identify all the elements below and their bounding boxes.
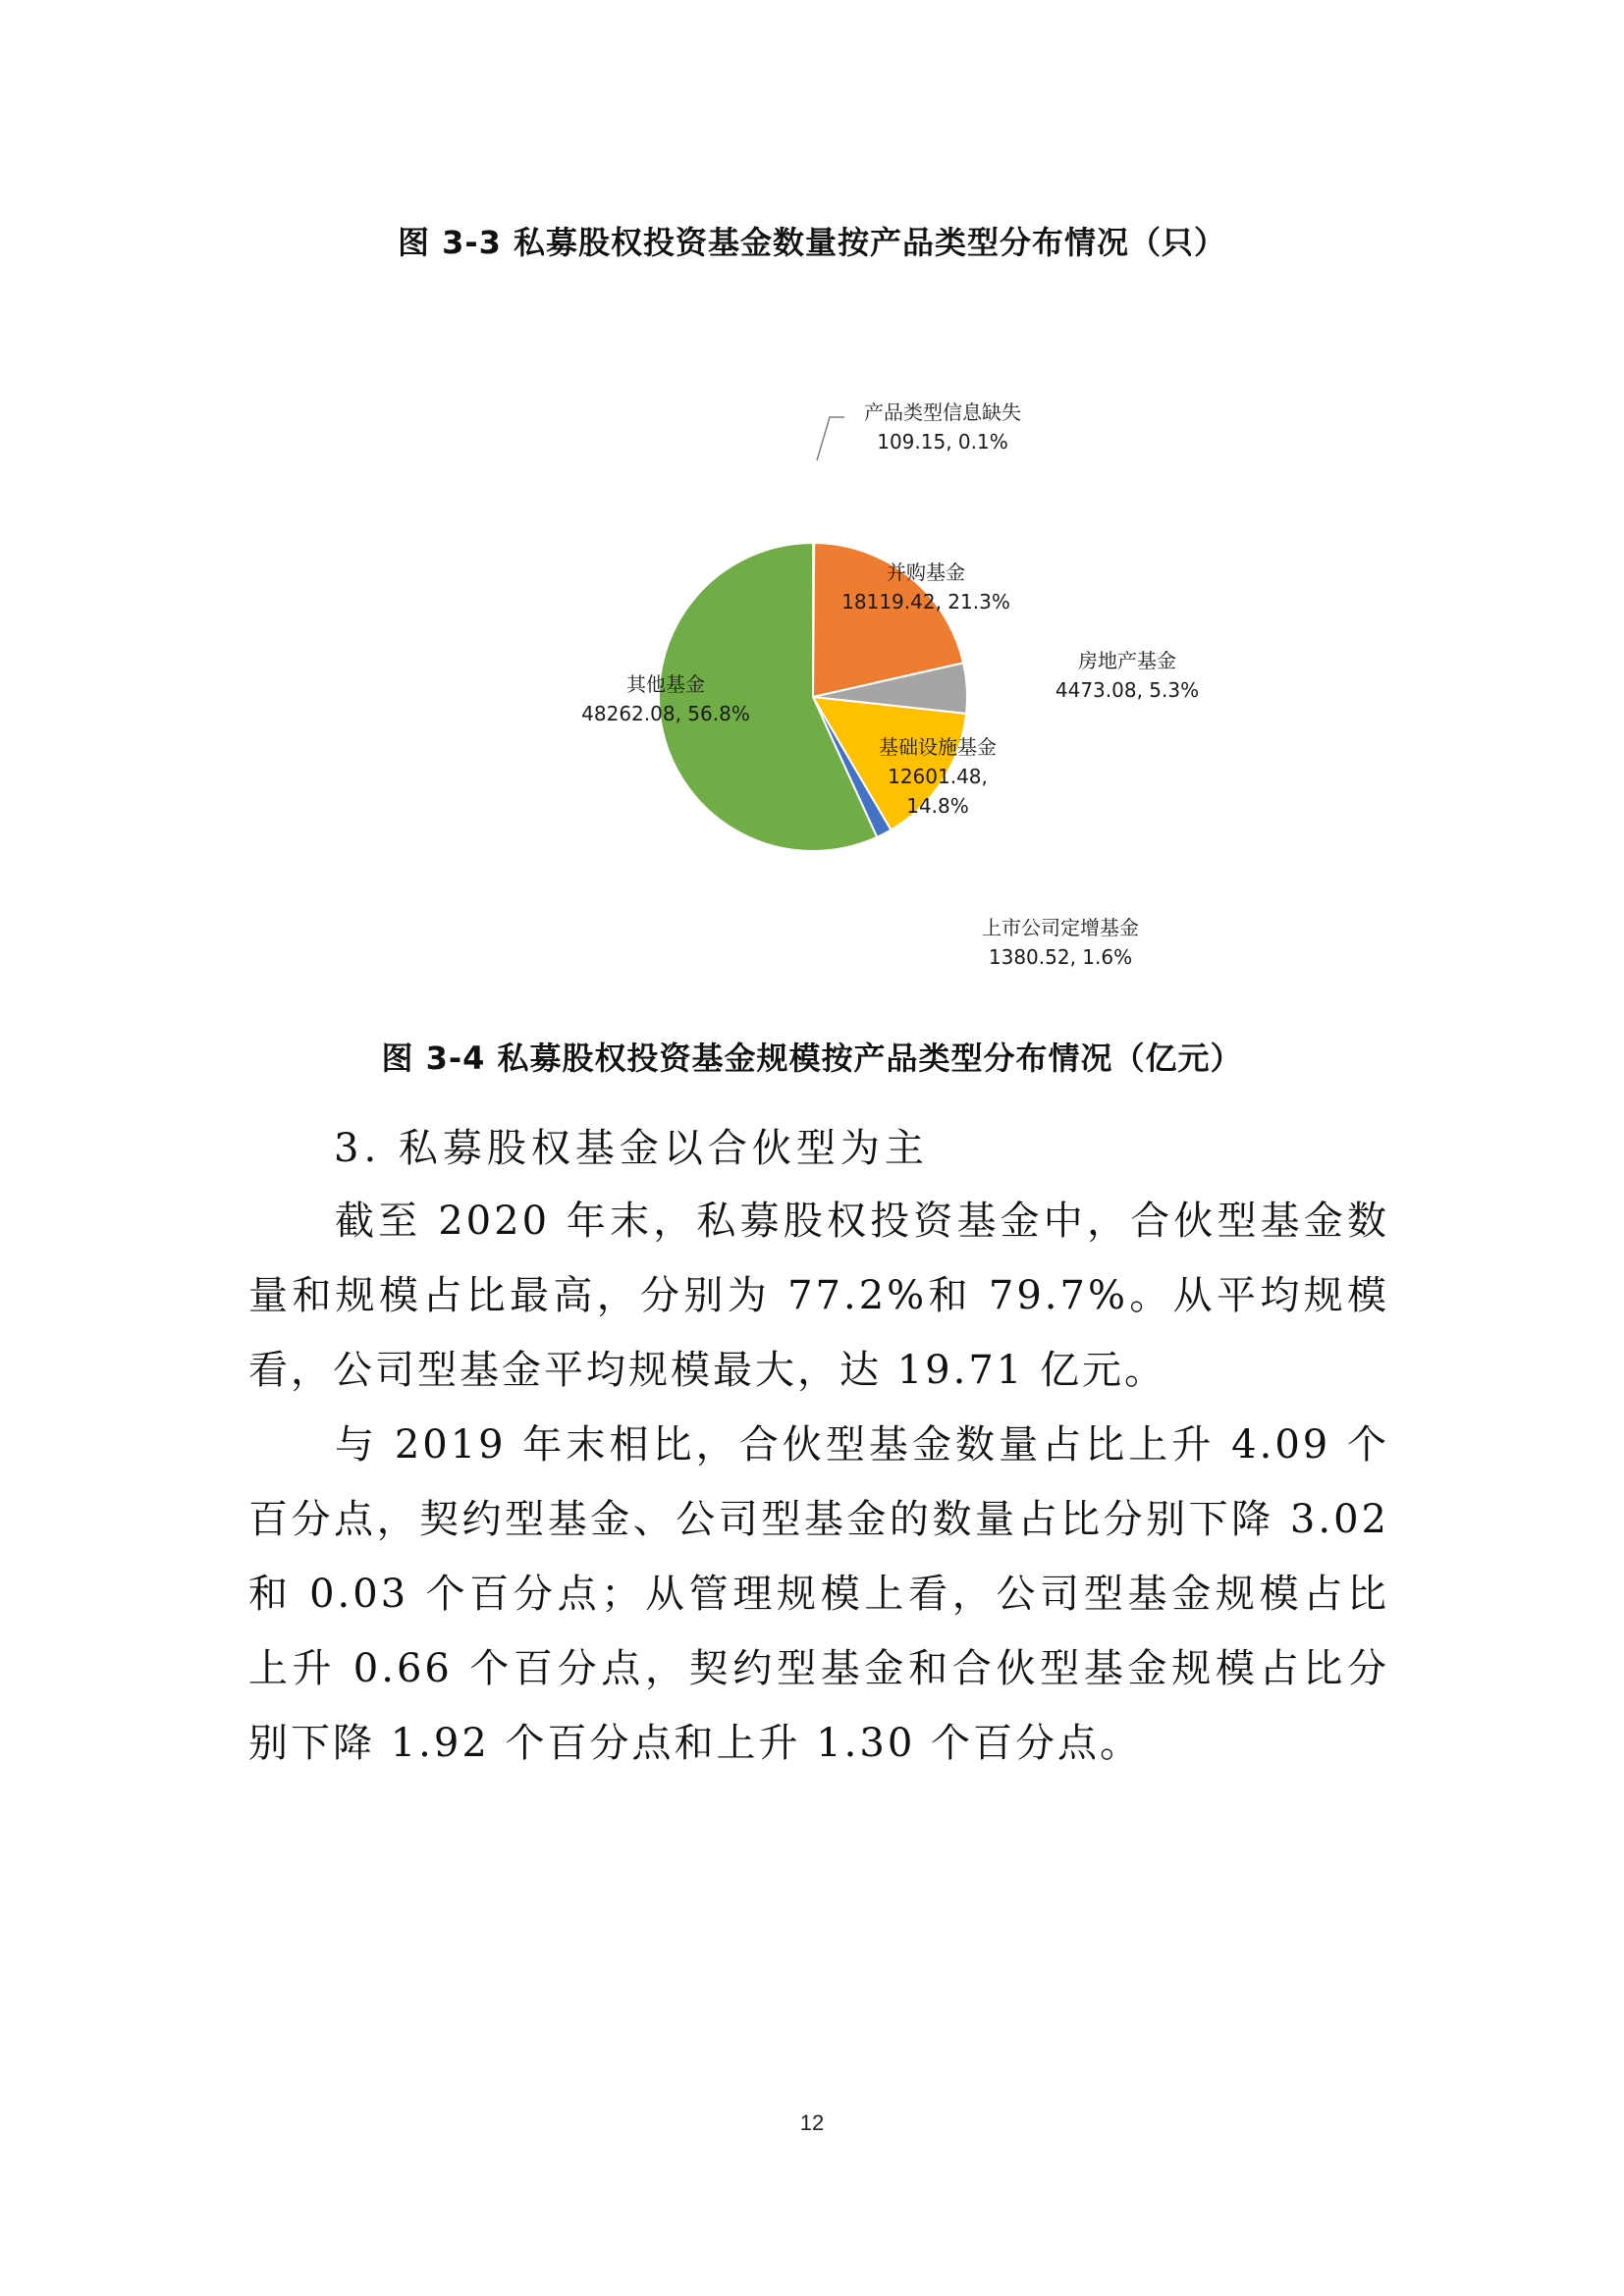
slice-label-name: 产品类型信息缺失: [864, 400, 1021, 424]
slice-label-value: 48262.08, 56.8%: [581, 702, 750, 725]
leader-line: [817, 417, 844, 460]
slice-label-value: 14.8%: [906, 794, 969, 818]
slice-label-name: 房地产基金: [1078, 649, 1176, 672]
slice-label-value: 1380.52, 1.6%: [988, 945, 1133, 969]
page-number: 12: [799, 2110, 825, 2135]
slice-label-name: 其他基金: [626, 672, 705, 696]
section-heading: 3. 私募股权基金以合伙型为主: [334, 1126, 929, 1171]
figure-caption-3-3: 图 3-3 私募股权投资基金数量按产品类型分布情况（只）: [397, 224, 1227, 261]
body-paragraph: 截至 2020 年末，私募股权投资基金中，合伙型基金数量和规模占比最高，分别为 77.2%和 79.7%。从平均规模看，公司型基金平均规模最大，达 19.71 亿元。: [248, 1199, 1389, 1393]
body-paragraph: 与 2019 年末相比，合伙型基金数量占比上升 4.09 个百分点，契约型基金、公司型基金的数量占比分别下降 3.02 和 0.03 个百分点；从管理规模上看，公司型基金规模占比上升 0.66 个百分点，契约型基金和合伙型基金规模占比分别下降 1.92 个百分点和上升 1.30 个百分点。: [248, 1422, 1389, 1766]
slice-label-value: 109.15, 0.1%: [877, 430, 1008, 454]
slice-label-value: 12601.48,: [888, 765, 988, 788]
pie-chart: [550, 388, 1394, 996]
figure-caption-3-4: 图 3-4 私募股权投资基金规模按产品类型分布情况（亿元）: [381, 1040, 1243, 1077]
slice-label-name: 基础设施基金: [879, 735, 997, 759]
slice-label-value: 4473.08, 5.3%: [1055, 678, 1200, 702]
slice-label-name: 并购基金: [887, 561, 965, 584]
slice-label-value: 18119.42, 21.3%: [841, 590, 1010, 614]
slice-label-name: 上市公司定增基金: [982, 916, 1139, 939]
pie-chart-svg: [550, 388, 1394, 996]
